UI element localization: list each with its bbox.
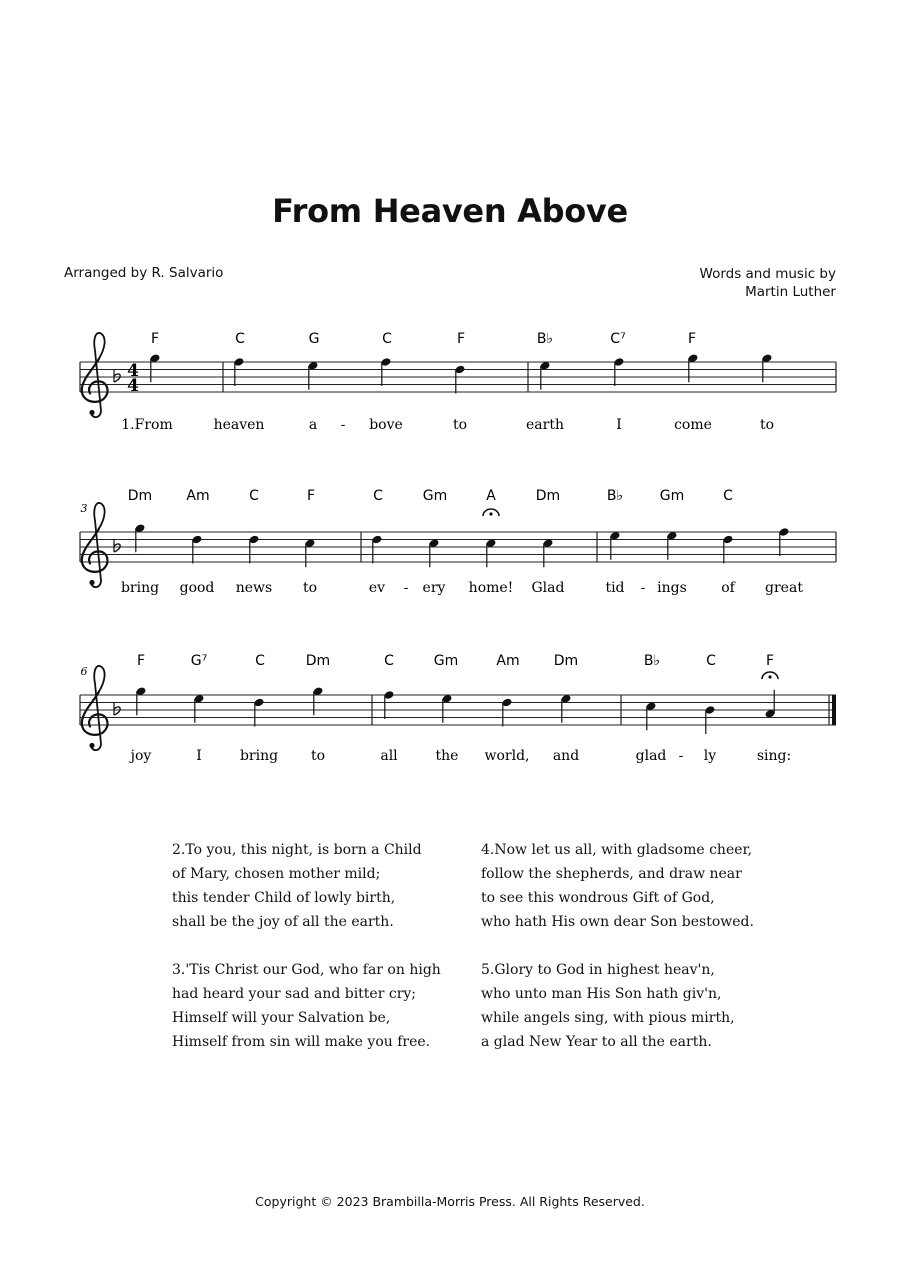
- chord-symbol: B♭: [643, 653, 661, 669]
- chord-symbol: G⁷: [190, 653, 208, 669]
- chord-symbol: F: [306, 488, 316, 504]
- verse-line: 3.'Tis Christ our God, who far on high: [172, 962, 441, 978]
- verses-left-column: [172, 838, 441, 1078]
- lyric-hyphen: -: [678, 748, 684, 764]
- chord-symbol: C: [706, 653, 716, 669]
- measure-number: 3: [80, 502, 88, 515]
- composer-line: Words and music by: [699, 266, 836, 282]
- verse-line: a glad New Year to all the earth.: [481, 1034, 712, 1050]
- verse-4: [481, 838, 754, 934]
- chord-symbol: F: [765, 653, 775, 669]
- lyric-syllable: bring: [239, 748, 279, 764]
- lyric-syllable: ery: [422, 580, 446, 596]
- chord-symbol: C: [249, 488, 259, 504]
- lyric-syllable: all: [380, 748, 398, 764]
- lyric-syllable: to: [759, 417, 775, 433]
- arranger-credit: Arranged by R. Salvario: [64, 265, 224, 281]
- lyric-syllable: bove: [369, 417, 403, 433]
- lyric-syllable: the: [435, 748, 459, 764]
- verse-line: to see this wondrous Gift of God,: [481, 890, 715, 906]
- chord-symbol: B♭: [606, 488, 624, 504]
- fermata-icon: [483, 509, 499, 516]
- chord-symbol: C: [723, 488, 733, 504]
- lyric-syllable: ly: [703, 748, 717, 764]
- chord-symbol: Gm: [433, 653, 459, 669]
- chord-symbol: Am: [496, 653, 520, 669]
- lyric-syllable: glad: [635, 748, 667, 764]
- verse-line: 5.Glory to God in highest heav'n,: [481, 962, 715, 978]
- time-signature-denominator: 4: [127, 376, 139, 396]
- verse-line: this tender Child of lowly birth,: [172, 890, 396, 906]
- lyric-syllable: home!: [468, 580, 514, 596]
- treble-clef-icon: [82, 333, 108, 417]
- chord-symbol: F: [136, 653, 146, 669]
- treble-clef-icon: [82, 666, 108, 750]
- lyric-syllable: to: [452, 417, 468, 433]
- lyric-syllable: ings: [657, 580, 687, 596]
- chord-symbol: F: [150, 331, 160, 347]
- verse-line: shall be the joy of all the earth.: [172, 914, 394, 930]
- verse-line: while angels sing, with pious mirth,: [481, 1010, 735, 1026]
- flat-key-signature-icon: [114, 702, 120, 715]
- lyric-syllable: joy: [130, 748, 152, 764]
- lyric-syllable: sing:: [756, 748, 792, 764]
- lyric-syllable: heaven: [213, 417, 265, 433]
- lyric-hyphen: -: [340, 417, 346, 433]
- verses-right-column: [481, 838, 754, 1078]
- lyric-syllable: tid: [605, 580, 625, 596]
- verse-line: of Mary, chosen mother mild;: [172, 866, 381, 882]
- lyric-syllable: a: [308, 417, 318, 433]
- copyright-notice: Copyright © 2023 Brambilla-Morris Press. All Rights Reserved.: [255, 1194, 645, 1209]
- chord-symbol: G: [308, 331, 320, 347]
- chord-symbol: C⁷: [610, 331, 626, 347]
- verse-5: [481, 958, 754, 1054]
- final-barline-thick: [832, 695, 836, 725]
- chord-symbol: B♭: [536, 331, 554, 347]
- chord-symbol: F: [687, 331, 697, 347]
- lyric-syllable: come: [674, 417, 712, 433]
- chord-symbol: Gm: [659, 488, 685, 504]
- lyric-syllable: Glad: [531, 580, 565, 596]
- verse-line: who hath His own dear Son bestowed.: [481, 914, 754, 930]
- lyric-syllable: earth: [526, 417, 564, 433]
- verse-2: [172, 838, 441, 934]
- song-title: From Heaven Above: [272, 192, 628, 230]
- lyric-syllable: I: [196, 748, 202, 764]
- verse-line: had heard your sad and bitter cry;: [172, 986, 417, 1002]
- chord-symbol: Gm: [422, 488, 448, 504]
- fermata-icon: [762, 672, 778, 679]
- flat-key-signature-icon: [114, 539, 120, 552]
- lyric-syllable: world,: [484, 748, 530, 764]
- verse-line: Himself from sin will make you free.: [172, 1034, 431, 1050]
- lyric-syllable: 1.From: [121, 417, 173, 433]
- chord-symbol: Dm: [553, 653, 579, 669]
- lyric-syllable: to: [302, 580, 318, 596]
- verse-line: 2.To you, this night, is born a Child: [172, 842, 422, 858]
- lyric-syllable: good: [179, 580, 215, 596]
- flat-key-signature-icon: [114, 369, 120, 382]
- lyric-syllable: bring: [120, 580, 160, 596]
- chord-symbol: C: [384, 653, 394, 669]
- lyric-syllable: of: [721, 580, 735, 596]
- chord-symbol: C: [235, 331, 245, 347]
- chord-symbol: Dm: [305, 653, 331, 669]
- lyric-syllable: ev: [368, 580, 386, 596]
- composer-name: Martin Luther: [745, 284, 836, 300]
- lyric-hyphen: -: [403, 580, 409, 596]
- chord-symbol: F: [456, 331, 466, 347]
- chord-symbol: Dm: [127, 488, 153, 504]
- verse-line: 4.Now let us all, with gladsome cheer,: [481, 842, 753, 858]
- lyric-syllable: to: [310, 748, 326, 764]
- lyric-syllable: news: [235, 580, 273, 596]
- lyric-hyphen: -: [640, 580, 646, 596]
- verse-line: Himself will your Salvation be,: [172, 1010, 391, 1026]
- lyric-syllable: and: [552, 748, 580, 764]
- lyric-syllable: great: [765, 580, 803, 596]
- measure-number: 6: [80, 665, 88, 678]
- chord-symbol: C: [382, 331, 392, 347]
- verse-line: follow the shepherds, and draw near: [481, 866, 742, 882]
- verse-line: who unto man His Son hath giv'n,: [481, 986, 722, 1002]
- chord-symbol: Am: [186, 488, 210, 504]
- chord-symbol: C: [373, 488, 383, 504]
- treble-clef-icon: [82, 503, 108, 587]
- chord-symbol: C: [255, 653, 265, 669]
- lyric-syllable: I: [616, 417, 622, 433]
- verse-3: [172, 958, 441, 1054]
- time-signature-numerator: 4: [127, 361, 139, 381]
- chord-symbol: A: [486, 488, 496, 504]
- chord-symbol: Dm: [535, 488, 561, 504]
